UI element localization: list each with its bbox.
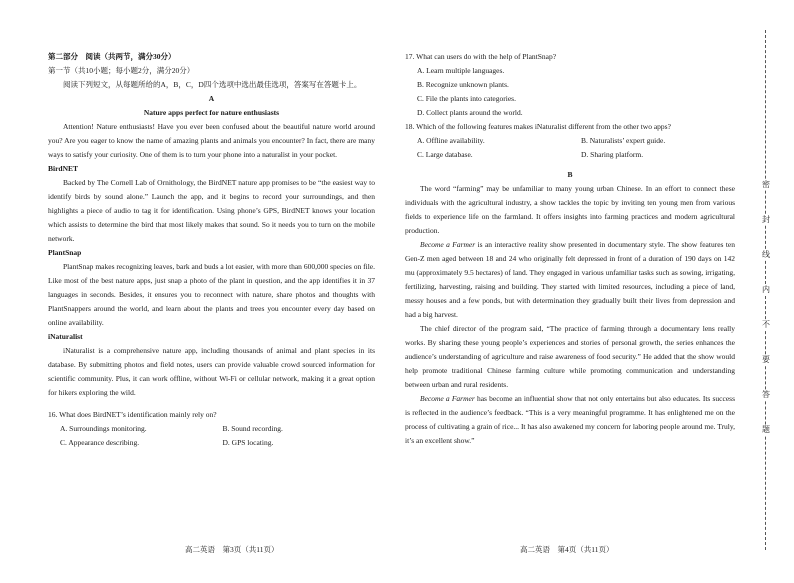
app-name-inaturalist: iNaturalist — [48, 332, 83, 341]
passage-title: Nature apps perfect for nature enthusiasts — [143, 108, 280, 117]
seal-char: 题 — [762, 425, 770, 434]
instructions: 阅读下列短文，从每题所给的A，B，C，D四个选项中选出最佳选项，答案写在答题卡上。 — [63, 80, 362, 89]
seal-char: 密 — [762, 180, 770, 189]
q17-option-d: D. Collect plants around the world. — [417, 108, 523, 117]
q16-option-a: A. Surroundings monitoring. — [60, 424, 147, 433]
question-17-stem: 17. What can users do with the help of PlantSnap? — [405, 52, 557, 61]
q18-option-a: A. Offline availability. — [417, 136, 485, 145]
passage-letter-b: B — [567, 170, 573, 179]
show-title: Become a Farmer — [420, 394, 475, 403]
passage-b-p3: The chief director of the program said, “The practice of farming through a documentary lens really works. By sharing these young people’s experiences and stories of personal growth, the series enhances the audience’s understanding of agriculture and raise awareness of food security.” He added that the show would help promote traditional Chinese farming culture while promoting communication and understanding between urban and rural residents. — [405, 324, 735, 389]
app-text-birdnet: Backed by The Cornell Lab of Ornithology, the BirdNET nature app promises to be “the easiest way to identify birds by sound alone.” Launch the app, and it begins to record your surroundings, and then highlights a piece of audio to tag it for identification. Using phone’s GPS, BirdNET knows your location which assists to determine the bird that most likely makes that sound. So it needs you to turn on the mobile network. — [48, 178, 375, 243]
question-18-options — [405, 134, 735, 162]
passage-letter-a: A — [208, 94, 215, 103]
show-title: Become a Farmer — [420, 240, 476, 249]
passage-b-p2: Become a Farmer is an interactive reality show presented in documentary style. The show features ten Gen-Z men aged between 18 and 24 who originally felt depressed in front of a duration of 190 days on 142 mu (approximately 9.5 hectares) of land. They engaged in various unfamiliar tasks such as sowing, irrigating, fertilizing, harvesting, raising and building. They started with limited resources, including a piece of land, messy houses and a few ponds, but with determination they gradually built their lives from depression and had a big harvest. — [405, 240, 735, 319]
q18-option-c: C. Large database. — [417, 150, 473, 159]
passage-intro: Attention! Nature enthusiasts! Have you ever been confused about the beautiful nature world around you? Are you eager to know the name of amazing plants and animals you encounter? In fact, there are many ways to satisfy your curiosity. One of them is to turn your phone into a naturalist in your pocket. — [48, 122, 375, 159]
question-16-stem: 16. What does BirdNET’s identification mainly rely on? — [48, 410, 217, 419]
app-text-plantsnap: PlantSnap makes recognizing leaves, bark and buds a lot easier, with more than 600,000 species on file. Like most of the best nature apps, just snap a photo of the plant in question, and the app identifies it in 37 languages in seconds. Besides, it ensures you to reconnect with nature, share photos and thoughts with PlantSnappers around the world, and learn about the plants and trees you encounter every day based on online availability. — [48, 262, 375, 327]
q17-option-b: B. Recognize unknown plants. — [417, 80, 509, 89]
q16-option-c: C. Appearance describing. — [60, 438, 140, 447]
q18-option-b: B. Naturalists’ expert guide. — [581, 136, 666, 145]
right-column — [405, 50, 735, 448]
seal-char: 要 — [762, 355, 770, 364]
q17-option-c: C. File the plants into categories. — [417, 94, 516, 103]
app-text-inaturalist: iNaturalist is a comprehensive nature app, including thousands of animal and plant species in its database. By submitting photos and field notes, users can provide valuable crowd sourced information for scientific community. Plus, it can work offline, without Wi-Fi or cellular network, making it a great option for hikers exploring the wild. — [48, 346, 375, 397]
q17-option-a: A. Learn multiple languages. — [417, 66, 505, 75]
q16-option-d: D. GPS locating. — [222, 438, 274, 447]
question-16-options — [48, 422, 375, 450]
page-footer-left: 高二英语 第3页（共11页） — [185, 545, 279, 554]
part-title: 第二部分 阅读（共两节，满分30分） — [48, 52, 176, 61]
seal-char: 封 — [762, 215, 770, 224]
app-name-birdnet: BirdNET — [48, 164, 79, 173]
seal-char: 不 — [762, 320, 770, 329]
left-column — [48, 50, 375, 450]
section-title: 第一节（共10小题；每小题2分，满分20分） — [48, 66, 195, 75]
passage-b-p1: The word “farming” may be unfamiliar to many young urban Chinese. In an effort to connect these individuals with the agricultural industry, a show tackles the topic by inviting ten young men from various fields to experience life on the farmland. It offers insights into farming practices and modern agricultural production. — [405, 184, 735, 235]
q18-option-d: D. Sharing platform. — [581, 150, 644, 159]
passage-b-p4: Become a Farmer has become an influential show that not only entertains but also educates. Its success is reflected in the audience’s feedback. “This is a very meaningful programme. It has enlightened me on the process of cultivating a grain of rice... It has also awakened my concern for laboring people around me. Truly, it’s an excellent show.” — [405, 394, 735, 445]
page-footer-right: 高二英语 第4页（共11页） — [520, 545, 614, 554]
seal-char: 答 — [762, 390, 770, 399]
seal-char: 线 — [762, 250, 770, 259]
question-18-stem: 18. Which of the following features makes iNaturalist different from the other two apps? — [405, 122, 671, 131]
seal-char: 内 — [762, 285, 770, 294]
seal-line-margin — [752, 30, 782, 550]
app-name-plantsnap: PlantSnap — [48, 248, 82, 257]
q16-option-b: B. Sound recording. — [222, 424, 283, 433]
